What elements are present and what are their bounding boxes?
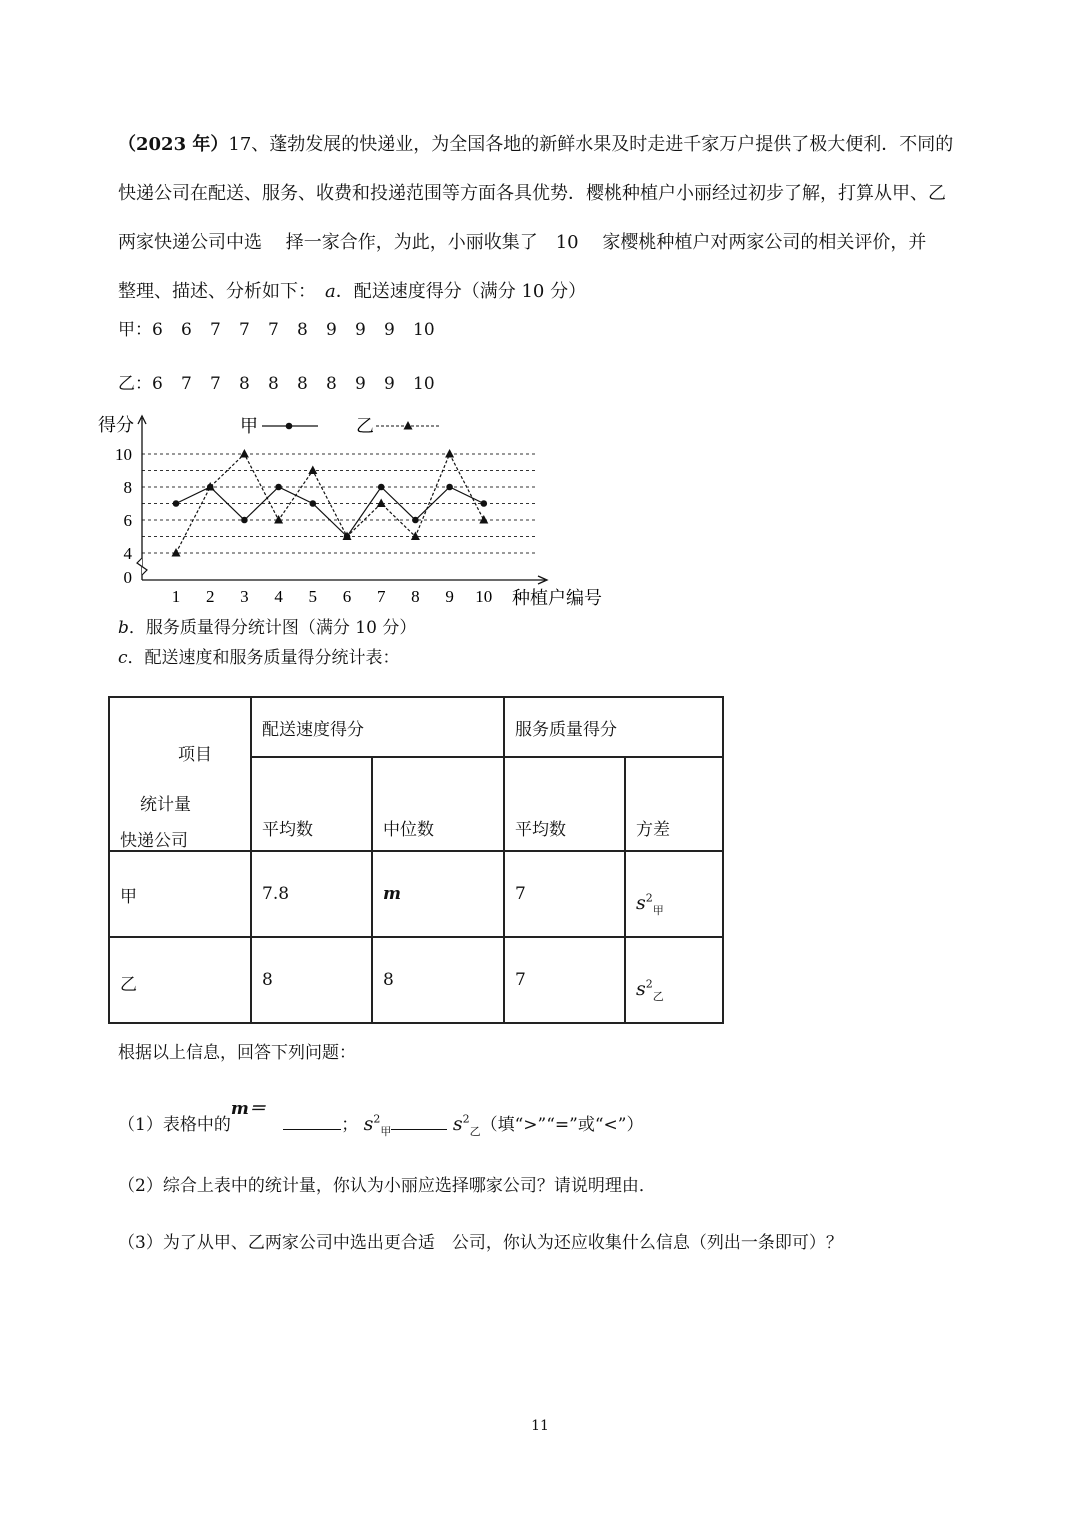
point-jia xyxy=(378,484,385,491)
speed-score-line-chart xyxy=(90,408,630,610)
x-tick-label: 4 xyxy=(274,587,283,606)
variance-sup: 2 xyxy=(645,978,653,991)
x-tick-label: 7 xyxy=(376,587,386,606)
y-tick-label: 0 xyxy=(123,568,132,587)
cell-variance xyxy=(625,937,723,1023)
jia-score-value: 10 xyxy=(413,320,435,340)
cell-variance xyxy=(625,851,723,937)
yi-score-value: 8 xyxy=(239,374,250,394)
jia-score-value: 6 xyxy=(152,320,163,340)
x-tick-label: 1 xyxy=(171,587,181,606)
yi-values xyxy=(152,374,442,394)
cell-service-mean: 7 xyxy=(504,937,625,1023)
q1-sub-yi: 乙 xyxy=(469,1124,481,1138)
col-variance: 方差 xyxy=(625,757,723,851)
intro-line-2: 快递公司在配送、服务、收费和投递范围等方面各具优势．樱桃种植户小丽经过初步了解，打算从甲、乙 xyxy=(118,183,946,204)
page-number: 11 xyxy=(531,1418,549,1434)
item-a-letter: a xyxy=(325,281,336,302)
point-jia xyxy=(412,517,419,524)
axis-break-mark xyxy=(137,558,147,575)
intro-line-3: 两家快递公司中选 择一家合作，为此，小丽收集了 10 家樱桃种植户对两家公司的相关评价，并 xyxy=(118,232,927,253)
yi-score-value: 7 xyxy=(181,374,192,394)
yi-score-value: 8 xyxy=(297,374,308,394)
jia-values xyxy=(152,320,442,340)
q1-sub-jia: 甲 xyxy=(380,1124,392,1138)
year-tag: （2023 年） xyxy=(118,134,229,155)
variance-sub: 乙 xyxy=(652,990,664,1004)
corner-company-label: 快递公司 xyxy=(120,831,188,851)
point-yi xyxy=(172,548,181,557)
variance-sub: 甲 xyxy=(652,904,664,918)
variance-symbol: $s^2_甲$ xyxy=(636,892,664,918)
intro-line-4 xyxy=(118,277,586,303)
intro-text-1: 17、蓬勃发展的快递业，为全国各地的新鲜水果及时走进千家万户提供了极大便利．不同的 xyxy=(228,134,954,155)
q1-blank-compare[interactable] xyxy=(391,1111,447,1130)
yi-score-value: 9 xyxy=(384,374,395,394)
legend-label-jia: 甲 xyxy=(240,416,258,436)
q1-prefix: （1）表格中的 xyxy=(118,1115,231,1135)
q1-m: m＝ xyxy=(230,1099,266,1119)
jia-score-value: 8 xyxy=(297,320,308,340)
point-jia xyxy=(310,500,317,507)
q1-postfix: （填“>”“=”或“<”） xyxy=(480,1115,644,1135)
cell-speed-mean: 7.8 xyxy=(251,851,372,937)
yi-score-value: 8 xyxy=(268,374,279,394)
question-1 xyxy=(118,1099,644,1139)
caption-c-letter: c xyxy=(118,648,128,668)
variance-sup: 2 xyxy=(645,892,653,905)
point-jia xyxy=(275,484,282,491)
jia-score-value: 7 xyxy=(239,320,250,340)
intro-text-4: 整理、描述、分析如下： xyxy=(118,281,325,302)
corner-stat-label: 统计量 xyxy=(140,795,191,815)
x-axis-label: 种植户编号 xyxy=(512,588,602,608)
q1-s-letter: s xyxy=(363,1113,374,1135)
point-yi xyxy=(445,449,454,458)
caption-c xyxy=(118,643,400,668)
col-speed-mean: 平均数 xyxy=(251,757,372,851)
col-service-mean: 平均数 xyxy=(504,757,625,851)
point-jia xyxy=(446,484,453,491)
yi-score-value: 9 xyxy=(355,374,366,394)
q1-s-letter: s xyxy=(452,1113,463,1135)
jia-score-value: 9 xyxy=(326,320,337,340)
jia-score-value: 6 xyxy=(181,320,192,340)
table-row-yi xyxy=(109,937,723,1023)
cell-speed-median: 8 xyxy=(372,937,504,1023)
yi-score-value: 8 xyxy=(326,374,337,394)
table-row-jia xyxy=(109,851,723,937)
intro-line-1 xyxy=(118,130,953,156)
yi-score-value: 7 xyxy=(210,374,221,394)
x-tick-label: 5 xyxy=(308,587,318,606)
group-service-header: 服务质量得分 xyxy=(504,697,723,757)
cell-service-mean: 7 xyxy=(504,851,625,937)
x-tick-label: 2 xyxy=(205,587,215,606)
q1-sup: 2 xyxy=(462,1112,470,1126)
legend-marker-yi xyxy=(404,421,413,430)
x-tick-label: 10 xyxy=(475,587,493,606)
q1-blank-m[interactable] xyxy=(283,1111,341,1130)
col-speed-median: 中位数 xyxy=(372,757,504,851)
point-yi xyxy=(479,515,488,524)
question-2: （2）综合上表中的统计量，你认为小丽应选择哪家公司？请说明理由． xyxy=(118,1176,656,1196)
x-tick-label: 6 xyxy=(342,587,352,606)
corner-item-label: 项目 xyxy=(178,745,212,765)
cell-company: 乙 xyxy=(109,937,251,1023)
table-corner-cell xyxy=(109,697,251,851)
y-axis-label: 得分 xyxy=(98,415,134,435)
item-a-text: ．配送速度得分（满分 10 分） xyxy=(335,281,587,302)
caption-b-text: ．服务质量得分统计图（满分 10 分） xyxy=(128,618,417,638)
legend-marker-jia xyxy=(286,423,293,430)
jia-score-value: 7 xyxy=(210,320,221,340)
group-speed-header: 配送速度得分 xyxy=(251,697,504,757)
point-yi xyxy=(308,466,317,475)
jia-score-value: 9 xyxy=(384,320,395,340)
y-tick-label: 6 xyxy=(123,511,132,530)
series-line-jia xyxy=(176,487,484,537)
legend-label-yi: 乙 xyxy=(356,416,374,436)
caption-b-letter: b xyxy=(118,618,129,638)
yi-score-value: 10 xyxy=(413,374,435,394)
yi-score-value: 6 xyxy=(152,374,163,394)
jia-label: 甲： xyxy=(118,320,152,340)
cell-speed-mean: 8 xyxy=(251,937,372,1023)
q1-s-yi xyxy=(452,1112,481,1138)
jia-scores-row xyxy=(118,315,442,340)
point-yi xyxy=(377,499,386,508)
x-tick-label: 3 xyxy=(240,587,249,606)
q1-separator: ； xyxy=(341,1115,359,1135)
yi-scores-row xyxy=(118,369,442,394)
caption-b xyxy=(118,613,416,638)
y-tick-label: 4 xyxy=(123,544,132,563)
y-tick-label: 10 xyxy=(115,445,132,464)
point-jia xyxy=(173,500,180,507)
variance-symbol: $s^2_乙$ xyxy=(636,978,664,1004)
question-3: （3）为了从甲、乙两家公司中选出更合适 公司，你认为还应收集什么信息（列出一条即可）？ xyxy=(118,1233,843,1253)
point-jia xyxy=(481,500,488,507)
stats-table xyxy=(108,696,724,1024)
x-tick-label: 9 xyxy=(445,587,454,606)
jia-score-value: 7 xyxy=(268,320,279,340)
questions-lead: 根据以上信息，回答下列问题： xyxy=(118,1043,356,1063)
caption-c-text: ．配送速度和服务质量得分统计表： xyxy=(127,648,400,668)
y-tick-label: 8 xyxy=(123,478,132,497)
jia-score-value: 9 xyxy=(355,320,366,340)
q1-s-jia xyxy=(363,1112,392,1138)
q1-sup: 2 xyxy=(373,1112,381,1126)
point-yi xyxy=(240,449,249,458)
cell-speed-median: m xyxy=(372,851,504,937)
cell-company: 甲 xyxy=(109,851,251,937)
yi-label: 乙： xyxy=(118,374,152,394)
x-tick-label: 8 xyxy=(411,587,420,606)
point-jia xyxy=(241,517,248,524)
